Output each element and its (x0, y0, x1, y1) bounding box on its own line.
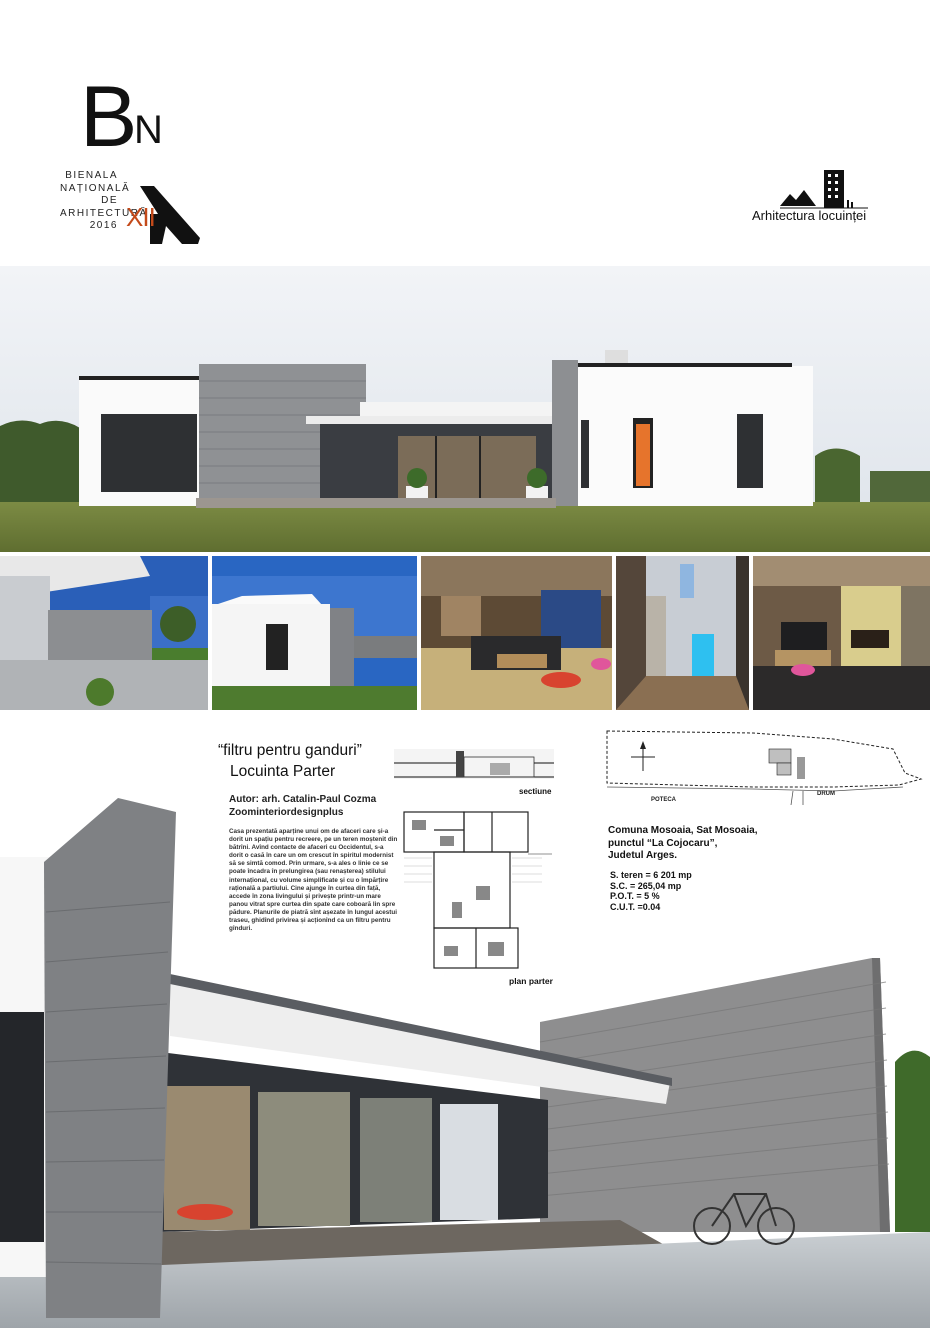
stat-sc: S.C. = 265,04 mp (610, 880, 682, 891)
location-line: Judetul Arges. (608, 850, 678, 861)
logo-line: NAȚIONALĂ (60, 182, 131, 194)
stat-cut: C.U.T. =0.04 (610, 901, 661, 912)
bna-logo (60, 69, 210, 244)
floor-plan-drawing (396, 806, 552, 976)
stat-pot: P.O.T. = 5 % (610, 891, 660, 901)
logo-letter-b: B (80, 69, 136, 165)
plan-label-text: plan parter (509, 976, 553, 986)
project-stats (610, 870, 692, 912)
logo-letter-n: N (134, 108, 163, 152)
section-label-text: sectiune (519, 787, 552, 796)
project-subtitle: Locuinta Parter (230, 763, 336, 780)
logo-line: BIENALA (65, 170, 118, 181)
hero-photo (0, 266, 930, 552)
site-road-poteca: POTECA (651, 797, 677, 803)
photo-white-volume (212, 556, 417, 710)
project-location (608, 825, 757, 863)
author-studio: Zoominteriordesignplus (229, 807, 344, 818)
photo-fireplace (753, 556, 930, 710)
site-plan-drawing (603, 727, 929, 805)
logo-edition: XII (126, 202, 155, 232)
logo-line: ARHITECTURĂ (60, 207, 148, 219)
location-line: Comuna Mosoaia, Sat Mosoaia, (608, 825, 758, 836)
logo-line: 2016 (89, 220, 118, 231)
photo-terrace (0, 556, 208, 710)
section-drawing (394, 743, 554, 791)
author-name: Autor: arh. Catalin-Paul Cozma (229, 794, 377, 805)
section-label: Arhitectura locuinței (752, 208, 867, 223)
location-line: punctul “La Cojocaru”, (608, 837, 718, 849)
photo-hallway (616, 556, 749, 710)
project-author (229, 793, 376, 819)
logo-line: DE (101, 195, 118, 206)
project-description: Casa prezentată aparține unui om de afaceri care și-a dorit un spațiu pentru recreere, pe un teren moștenit din bătrîni. Avînd contacte de afaceri cu Occidentul, s-a dorit o casă în care un om crescut în spiritul modernist să se simtă comod. Prin urmare, s-a ales o linie ce se poate încadra în prelungirea (sau renașterea) stilului internațional, cu volume simplificate și cu o împărțire rațională a partiului. Cine ajunge în curtea din față, accede în zona livingului și privește printr-un mare panou vitrat spre curtea din spate care coboară lin spre pădure. Planurile de piatră sînt așezate în lungul acestui traseu, ghidînd privirea și acționînd ca un filtru pentru gînduri. (229, 828, 398, 933)
photo-living-room (421, 556, 612, 710)
site-road-drum: DRUM (817, 791, 835, 797)
stat-teren: S. teren = 6 201 mp (610, 870, 692, 880)
project-title: “filtru pentru ganduri” (218, 742, 362, 759)
